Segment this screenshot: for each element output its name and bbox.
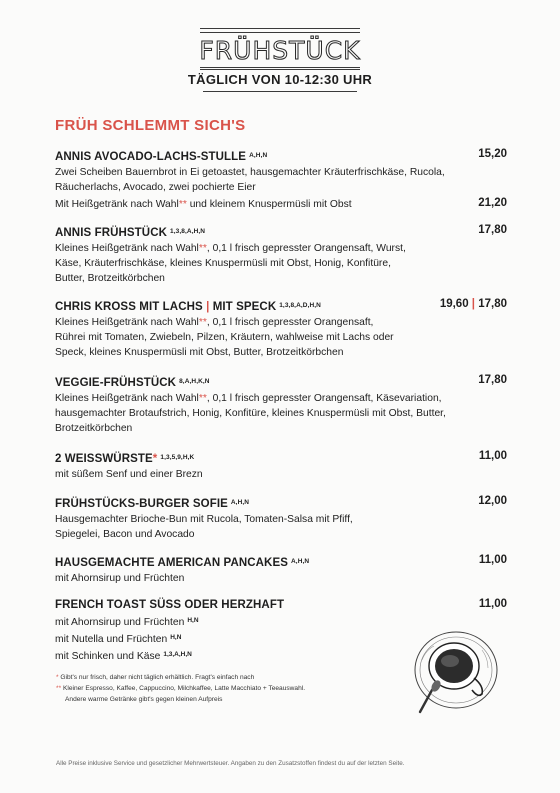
item-description: mit Ahornsirup und Früchten	[55, 573, 185, 584]
item-name: FRENCH TOAST SÜSS ODER HERZHAFT	[55, 599, 285, 611]
allergen-codes: A,H,N	[249, 152, 268, 159]
item-price: 15,20	[478, 148, 507, 160]
coffee-cup-illustration	[412, 620, 502, 720]
item-description: Kleines Heißgetränk nach Wahl**, 0,1 l frisch gepresster Orangensaft, Käsevariation, hausgemachter Brotaufstrich, Honig, Konfitüre, kleines Knuspermüsli mit Obst, Butter, Brotzeitkörbchen	[55, 393, 446, 434]
header-rule-2	[200, 32, 360, 33]
item-option: mit Nutella und Früchten $^{H,N}$	[55, 634, 182, 645]
allergen-codes: A,H,N	[291, 558, 310, 565]
menu-item-burger-sofie	[55, 495, 507, 542]
header-rule-3	[200, 67, 360, 68]
header-rule-top	[200, 28, 360, 29]
footnote: * Gibt's nur frisch, daher nicht täglich erhältlich. Fragt's einfach nach	[56, 674, 255, 681]
item-price: 12,00	[478, 495, 507, 507]
page-title: FRÜHSTÜCK	[199, 36, 361, 65]
menu-item-american-pancakes	[55, 554, 507, 586]
name-separator: |	[206, 301, 210, 313]
item-name-b: MIT SPECK	[212, 301, 277, 313]
allergen-codes: 1,3,5,9,H,K	[160, 454, 195, 461]
item-price: 17,80	[478, 224, 507, 236]
section-title: FRÜH SCHLEMMT SICH'S	[55, 117, 246, 134]
item-description: Kleines Heißgetränk nach Wahl**, 0,1 l frisch gepresster Orangensaft, Wurst, Käse, Kräuterfrischkäse, kleines Knuspermüsli mit Obst, Honig, Konfitüre, Butter, Brotzeitkörbchen	[55, 243, 406, 284]
item-price: 11,00	[478, 598, 507, 610]
item-extra: Mit Heißgetränk nach Wahl** und kleinem Knuspermüsli mit Obst	[55, 199, 352, 210]
item-name: HAUSGEMACHTE AMERICAN PANCAKES	[55, 557, 289, 569]
item-option: mit Schinken und Käse $^{1,3,A,H,N}$	[55, 651, 192, 662]
item-name: VEGGIE-FRÜHSTÜCK	[55, 377, 177, 389]
allergen-codes: 8,A,H,K,N	[179, 378, 210, 385]
allergen-codes: A,H,N	[230, 499, 250, 506]
item-name: FRÜHSTÜCKS-BURGER SOFIE	[55, 498, 228, 510]
menu-item-chris-kross	[55, 298, 507, 360]
item-price: 11,00	[478, 450, 507, 462]
menu-item-avocado-lachs-stulle	[55, 148, 507, 212]
item-extra-price: 21,20	[478, 197, 507, 209]
item-description: Kleines Heißgetränk nach Wahl**, 0,1 l frisch gepresster Orangensaft, Rührei mit Tomaten, Zwiebeln, Pilzen, Kräutern, wahlweise mit Lachs oder Speck, kleines Knuspermüsli mit Obst, Butter, Brotzeitkörbchen	[55, 317, 394, 358]
header-rule-4	[200, 69, 360, 70]
item-name: ANNIS FRÜHSTÜCK	[55, 227, 168, 239]
item-price: 17,80	[478, 374, 507, 386]
footnote: Andere warme Getränke gibt's gegen kleinen Aufpreis	[65, 696, 223, 703]
footnotes	[56, 672, 305, 705]
item-option: mit Ahornsirup und Früchten $^{H,N}$	[55, 617, 199, 628]
opening-hours: TÄGLICH VON 10-12:30 UHR	[187, 72, 373, 87]
allergen-codes: 1,3,8,A,H,N	[170, 228, 206, 235]
menu-item-annis-fruehstueck	[55, 224, 507, 286]
item-name-a: CHRIS KROSS MIT LACHS	[55, 301, 203, 313]
item-description: Hausgemachter Brioche-Bun mit Rucola, Tomaten-Salsa mit Pfiff, Spiegelei, Bacon und Avocado	[55, 514, 353, 540]
menu-item-weisswuerste	[55, 450, 507, 482]
price-footer: Alle Preise inklusive Service und gesetzlicher Mehrwertsteuer. Angaben zu den Zusatzstoffen findest du auf der letzten Seite.	[56, 760, 405, 767]
item-description: mit süßem Senf und einer Brezn	[55, 469, 203, 480]
item-name: 2 WEISSWÜRSTE	[55, 453, 153, 465]
item-price: 11,00	[478, 554, 507, 566]
menu-item-veggie-fruehstueck	[55, 374, 507, 436]
availability-mark: *	[152, 453, 158, 465]
item-price: 19,60 | 17,80	[439, 298, 507, 310]
item-name: ANNIS AVOCADO-LACHS-STULLE	[55, 151, 247, 163]
item-description: Zwei Scheiben Bauernbrot in Ei getoastet, hausgemachter Kräuterfrischkäse, Rucola, Räucherlachs, Avocado, zwei pochierte Eier	[55, 167, 445, 193]
allergen-codes: 1,3,8,A,D,H,N	[279, 302, 321, 309]
header-rule-bottom	[203, 91, 357, 92]
footnote: ** Kleiner Espresso, Kaffee, Cappuccino, Milchkaffee, Latte Macchiato + Teeauswahl.	[56, 685, 306, 692]
